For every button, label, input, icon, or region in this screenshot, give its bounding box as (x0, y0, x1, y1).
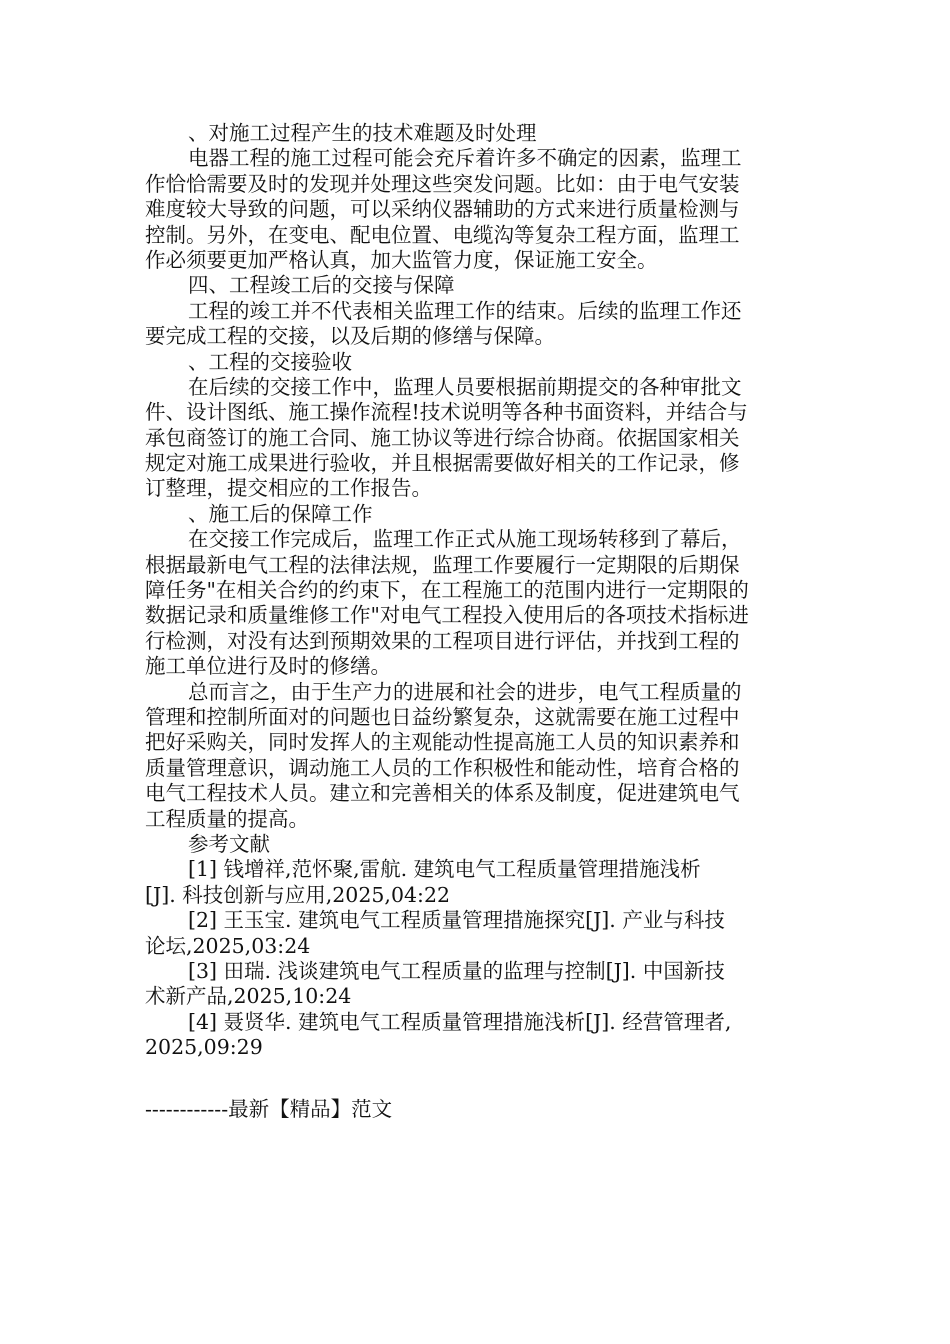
reference-line: 术新产品,2025,10:24 (145, 984, 352, 1009)
text-line: 根据最新电气工程的法律法规，监理工作要履行一定期限的后期保 (145, 552, 740, 577)
section-heading: 四、工程竣工后的交接与保障 (188, 273, 455, 298)
reference-line: [2] 王玉宝. 建筑电气工程质量管理措施探究[J]. 产业与科技 (188, 908, 725, 933)
text-line: 电器工程的施工过程可能会充斥着许多不确定的因素，监理工 (188, 146, 742, 171)
text-line: 电气工程技术人员。建立和完善相关的体系及制度，促进建筑电气 (145, 781, 740, 806)
footer-tagline: ------------最新【精品】范文 (145, 1097, 393, 1121)
subsection-heading: 、工程的交接验收 (188, 349, 352, 374)
text-line: 控制。另外，在变电、配电位置、电缆沟等复杂工程方面，监理工 (145, 222, 740, 247)
text-line: 质量管理意识，调动施工人员的工作积极性和能动性，培育合格的 (145, 755, 740, 780)
text-line: 总而言之，由于生产力的进展和社会的进步，电气工程质量的 (188, 679, 742, 704)
text-line: 在交接工作完成后，监理工作正式从施工现场转移到了幕后， (188, 527, 742, 552)
text-line: 、对施工过程产生的技术难题及时处理 (188, 121, 537, 145)
text-line: 在后续的交接工作中，监理人员要根据前期提交的各种审批文 (188, 374, 742, 399)
text-line: 要完成工程的交接，以及后期的修缮与保障。 (145, 324, 555, 349)
text-line: 作必须要更加严格认真，加大监管力度，保证施工安全。 (145, 247, 658, 272)
document-body (145, 121, 815, 1060)
text-line: 规定对施工成果进行验收，并且根据需要做好相关的工作记录，修 (145, 451, 740, 476)
reference-line: 2025,09:29 (145, 1035, 263, 1060)
text-line: 行检测，对没有达到预期效果的工程项目进行评估，并找到工程的 (145, 628, 740, 653)
reference-line: 论坛,2025,03:24 (145, 933, 311, 958)
reference-line: [J]. 科技创新与应用,2025,04:22 (145, 882, 451, 907)
text-line: 作恰恰需要及时的发现并处理这些突发问题。比如：由于电气安装 (145, 171, 740, 196)
text-line: 工程的竣工并不代表相关监理工作的结束。后续的监理工作还 (188, 298, 742, 323)
text-line: 施工单位进行及时的修缮。 (145, 654, 391, 679)
text-line: 件、设计图纸、施工操作流程!技术说明等各种书面资料，并结合与 (145, 400, 748, 425)
text-line: 工程质量的提高。 (145, 806, 309, 831)
text-line: 数据记录和质量维修工作"对电气工程投入使用后的各项技术指标进 (145, 603, 749, 628)
references-heading: 参考文献 (188, 831, 270, 856)
reference-line: [3] 田瑞. 浅谈建筑电气工程质量的监理与控制[J]. 中国新技 (188, 958, 725, 983)
reference-line: [4] 聂贤华. 建筑电气工程质量管理措施浅析[J]. 经营管理者, (188, 1009, 732, 1034)
text-line: 管理和控制所面对的问题也日益纷繁复杂，这就需要在施工过程中 (145, 704, 740, 729)
text-line: 难度较大导致的问题，可以采纳仪器辅助的方式来进行质量检测与 (145, 197, 740, 222)
subsection-heading: 、施工后的保障工作 (188, 501, 373, 526)
reference-line: [1] 钱增祥,范怀聚,雷航. 建筑电气工程质量管理措施浅析 (188, 857, 701, 882)
text-line: 订整理，提交相应的工作报告。 (145, 476, 432, 501)
text-line: 障任务"在相关合约的约束下，在工程施工的范围内进行一定期限的 (145, 578, 749, 603)
text-line: 把好采购关，同时发挥人的主观能动性提高施工人员的知识素养和 (145, 730, 740, 755)
text-line: 承包商签订的施工合同、施工协议等进行综合协商。依据国家相关 (145, 425, 740, 450)
